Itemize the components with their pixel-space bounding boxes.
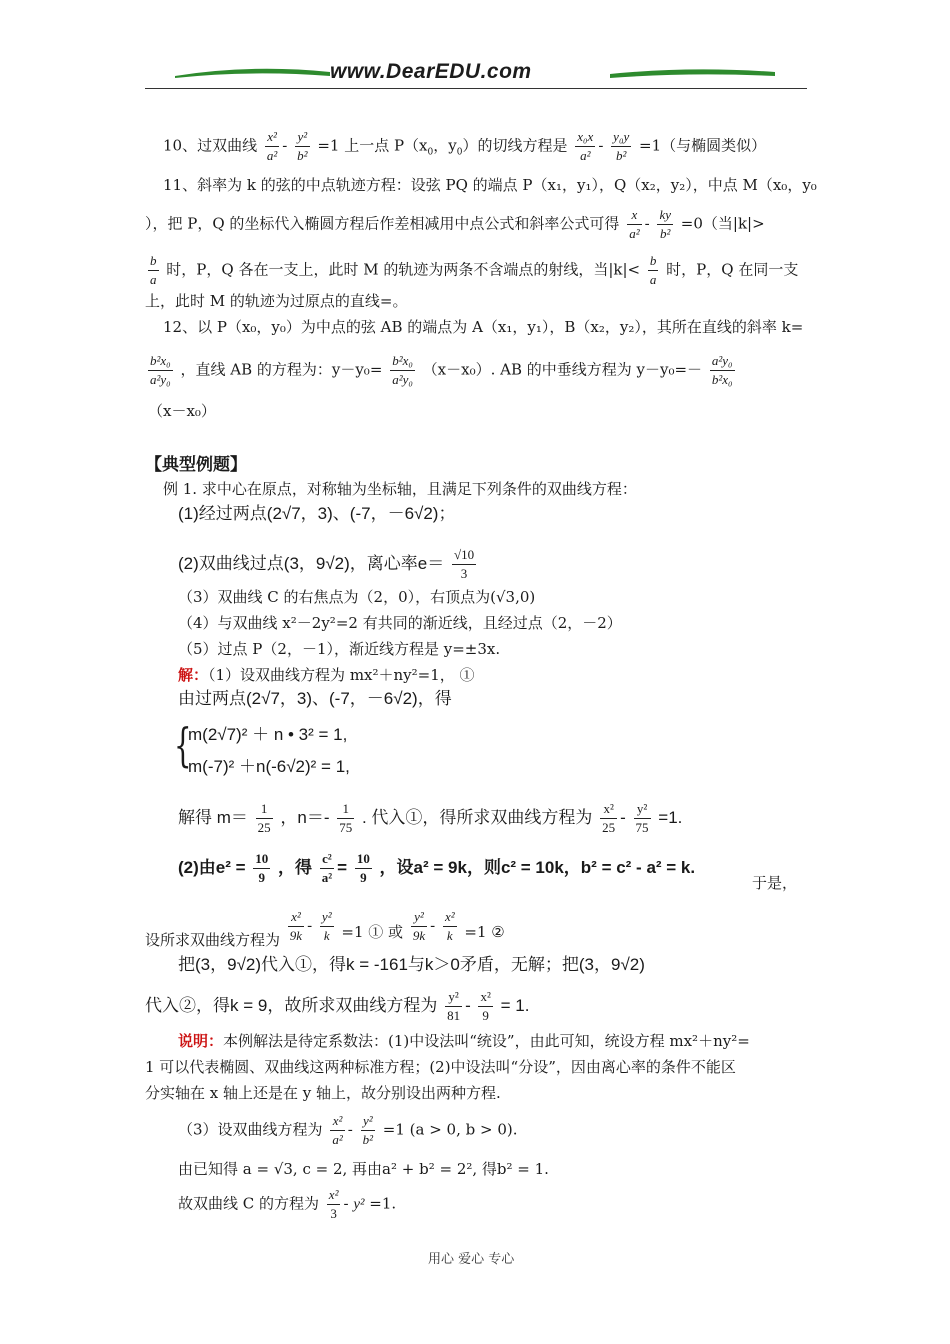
- item-11-line2: ），把 P，Q 的坐标代入椭圆方程后作差相减用中点公式和斜率公式可得 $\frac{x}{\text{a²}}$ - $\frac{ky}{\text{b²}}$ =0（当|k|>: [145, 207, 765, 241]
- item-11-line4: 上，此时 M 的轨迹为过原点的直线=。: [145, 292, 408, 310]
- part3-line-2: 由已知得 a = √3, c = 2, 再由a² + b² = 2², 得b² = 1.: [178, 1160, 549, 1178]
- solution-step-2: 由过两点(2√7，3)、(-7，－6√2)，得: [178, 689, 452, 708]
- equation-2: m(-7)² ＋n(-6√2)² = 1,: [188, 757, 350, 776]
- example-condition-1: (1)经过两点(2√7，3)、(-7，－6√2)；: [178, 504, 456, 523]
- note-line-3: 分实轴在 x 轴上还是在 y 轴上，故分别设出两种方程.: [145, 1084, 501, 1102]
- example-condition-5: （5）过点 P（2，－1），渐近线方程是 y=±3x.: [178, 640, 501, 658]
- section-title: 【典型例题】: [145, 455, 247, 475]
- page-footer: 用心 爱心 专心: [428, 1252, 515, 1267]
- solution-label: 解：: [178, 666, 209, 684]
- item-11-line1: 11、斜率为 k 的弦的中点轨迹方程：设弦 PQ 的端点 P（x₁，y₁），Q（x₂，y₂），中点 M（x₀，y₀: [163, 176, 817, 194]
- item-12-line2: $\frac{\text{b²x₀}}{\text{a²y₀}}$ ，直线 AB 的方程为：y－y₀= $\frac{\text{b²x₀}}{\text{a²y₀}}$ （x－x₀）. AB 的中垂线方程为 y－y₀=－ $\frac{\text{a²y₀}}{\text{b²x₀}}$: [150, 353, 733, 387]
- site-name: www.DearEDU.com: [330, 60, 532, 83]
- example-condition-4: （4）与双曲线 x²－2y²=2 有共同的渐近线，且经过点（2，－2）: [178, 614, 622, 632]
- system-brace: {: [174, 718, 192, 772]
- solution-step-4-tail: 于是，: [752, 874, 798, 892]
- note-line-1: 说明：本例解法是待定系数法：(1)中设法叫“统设”，由此可知，统设方程 mx²＋ny²=: [178, 1032, 750, 1050]
- example-condition-3: （3）双曲线 C 的右焦点为（2，0），右顶点为(√3,0): [178, 588, 536, 606]
- equation-1: m(2√7)² ＋ n • 3² = 1,: [188, 725, 348, 744]
- note-line-2: 1 可以代表椭圆、双曲线这两种标准方程；(2)中设法叫“分设”，因由离心率的条件不能区: [145, 1058, 736, 1076]
- solution-step-6: 把(3，9√2)代入①，得k = -161与k＞0矛盾，无解；把(3，9√2): [178, 955, 645, 974]
- solution-step-3: 解得 m＝ $\frac{1}{25}$ ，n＝- $\frac{1}{75}$ . 代入①，得所求双曲线方程为 $\frac{\text{x²}}{25}$ - $\frac{\text{y²}}{75}$ =1.: [178, 801, 683, 835]
- example-intro: 例 1. 求中心在原点，对称轴为坐标轴，且满足下列条件的双曲线方程：: [163, 480, 637, 498]
- example-condition-2: (2)双曲线过点(3，9√2)，离心率e＝ $\frac{√10}{3}$: [178, 547, 475, 581]
- solution-step-5: 设所求双曲线方程为 $\frac{\text{x²}}{9k}$ - $\frac{\text{y²}}{k}$ =1 ① 或 $\frac{\text{y²}}{9k}$ - $\frac{\text{x²}}{k}$ =1 ②: [145, 909, 505, 949]
- part3-line-3: 故双曲线 C 的方程为 $\frac{\text{x²}}{3}$ - y² =1.: [178, 1187, 397, 1221]
- item-12-line1: 12、以 P（x₀，y₀）为中点的弦 AB 的端点为 A（x₁，y₁），B（x₂，y₂），其所在直线的斜率 k=: [163, 318, 804, 336]
- solution-step-4: (2)由e² = $\frac{10}{9}$ ，得 $\frac{\text{c²}}{\text{a²}}$ = $\frac{10}{9}$ ，设a² = 9k，则c² = 10k，b² = c² - a² = k.: [178, 851, 696, 885]
- item-10: 10、过双曲线 $\frac{\text{x²}}{\text{a²}}$ - $\frac{\text{y²}}{\text{b²}}$ =1 上一点 $P(x_0$，$y_0$）的切线方程是 $\frac{\text{x₀x}}{\text{a²}}$ - $\frac{\text{y₀y}}{\text{b²}}$ =1（与椭圆类似）: [163, 129, 767, 163]
- solution-step-1: 解：（1）设双曲线方程为 mx²＋ny²=1， ①: [178, 666, 475, 684]
- solution-step-7: 代入②，得k = 9，故所求双曲线方程为 $\frac{\text{y²}}{81}$ - $\frac{\text{x²}}{9}$ = 1.: [145, 989, 530, 1023]
- header-rule: [145, 88, 807, 89]
- item-11-line3: $\frac{b}{a}$ 时，P，Q 各在一支上，此时 M 的轨迹为两条不含端点的射线，当|k|< $\frac{b}{a}$ 时，P，Q 在同一支: [150, 253, 799, 287]
- item-12-line3: （x－x₀）: [148, 402, 216, 420]
- note-label: 说明：: [178, 1032, 224, 1050]
- part3-line-1: （3）设双曲线方程为 $\frac{\text{x²}}{\text{a²}}$ - $\frac{\text{y²}}{\text{b²}}$ =1 (a > 0, b > 0).: [178, 1113, 518, 1147]
